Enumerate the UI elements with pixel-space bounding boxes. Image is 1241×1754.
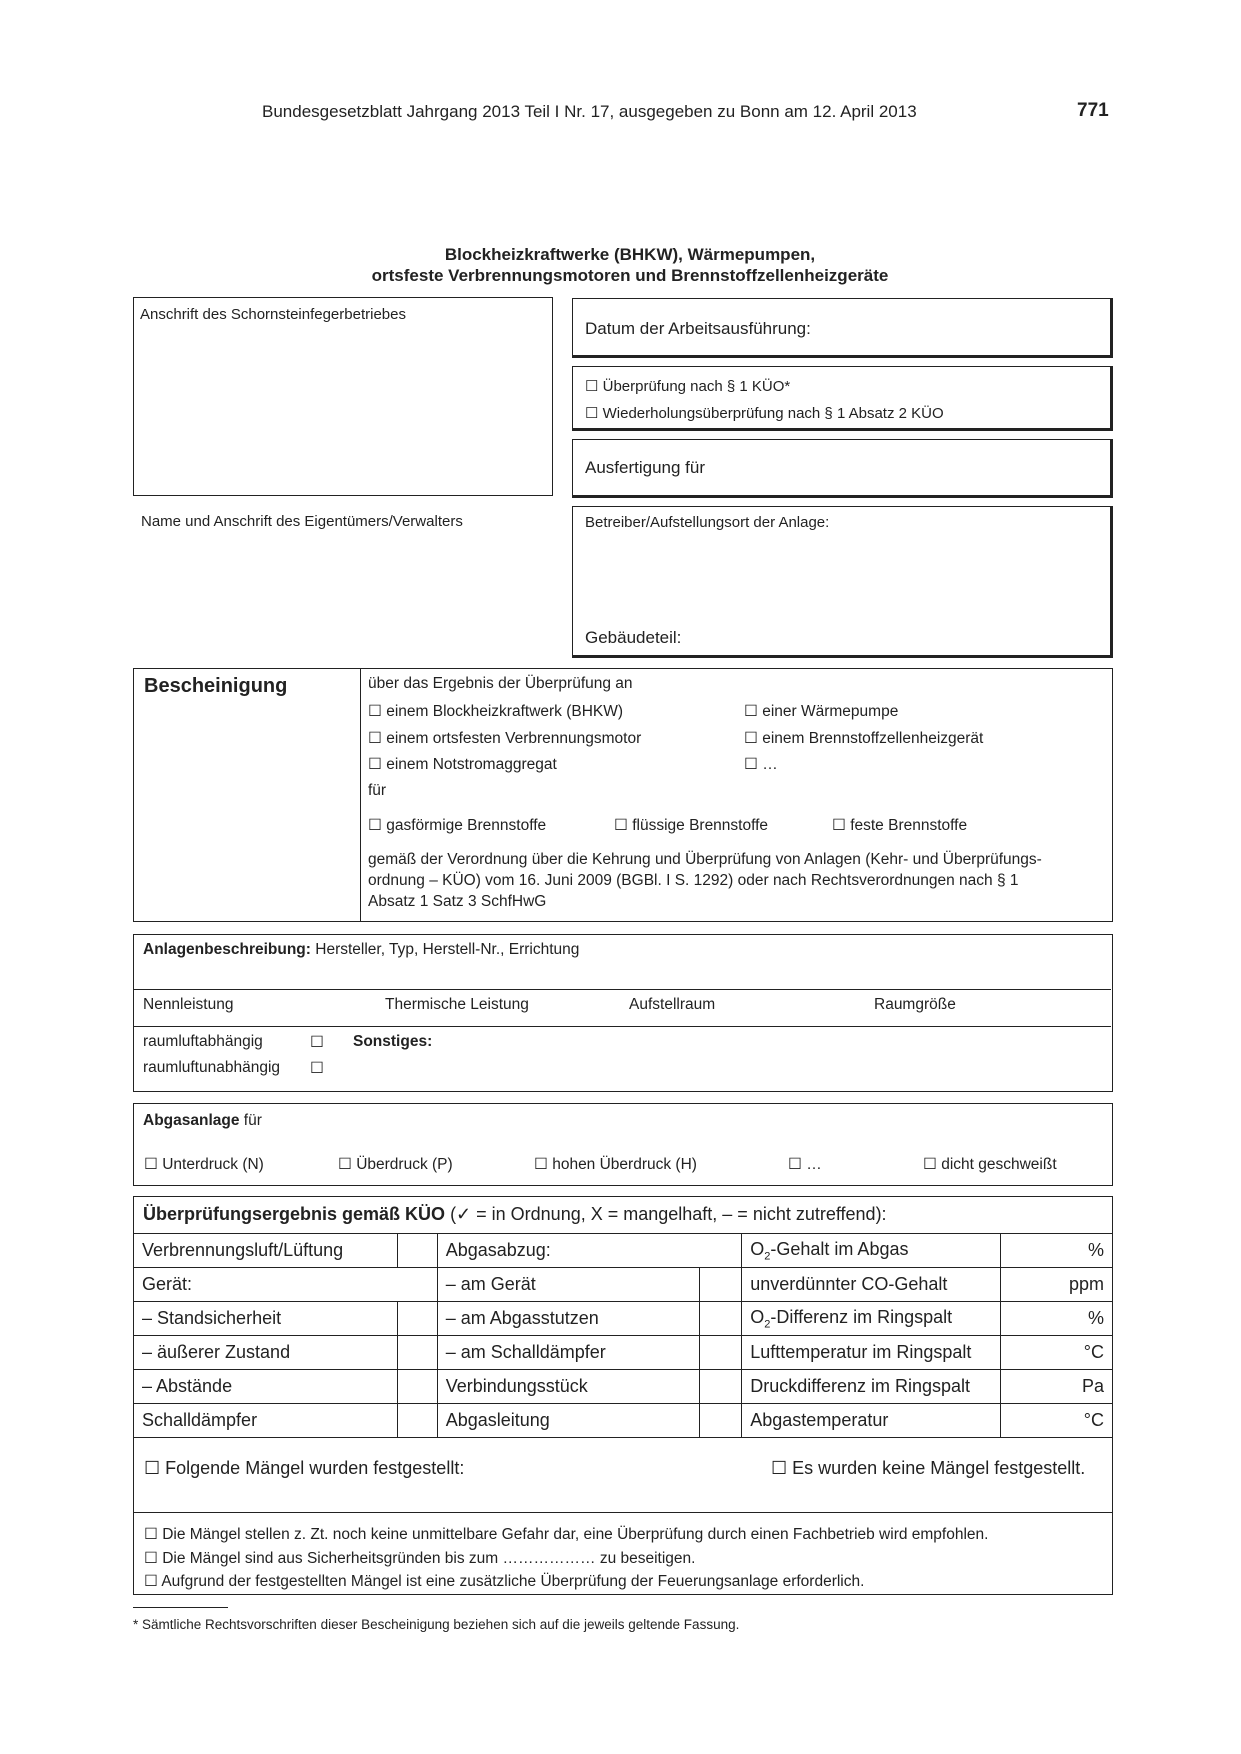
- room-air-independent-label: raumluftunabhängig: [143, 1059, 281, 1076]
- result-mark-left[interactable]: [397, 1234, 437, 1268]
- measurement-label-subscript: 2: [764, 1250, 771, 1263]
- checkbox-heat-pump[interactable]: ☐ einer Wärmepumpe: [744, 703, 899, 720]
- chimney-sweep-address-label: Anschrift des Schornsteinfegerbetriebes: [140, 306, 406, 323]
- checkbox-combustion-engine[interactable]: ☐ einem ortsfesten Verbrennungsmotor: [368, 730, 642, 747]
- result-item-left: Verbrennungsluft/Lüftung: [134, 1234, 398, 1268]
- legal-basis-line3: Absatz 1 Satz 3 SchfHwG: [368, 893, 547, 910]
- result-mark-left[interactable]: [397, 1370, 437, 1404]
- measurement-label-suffix: -Differenz im Ringspalt: [770, 1306, 953, 1327]
- result-row: [134, 1268, 1113, 1302]
- copy-for-label: Ausfertigung für: [585, 458, 706, 477]
- form-title-line2: ortsfeste Verbrennungsmotoren und Brennstoffzellenheizgeräte: [371, 266, 889, 285]
- result-item-left: – Abstände: [134, 1370, 398, 1404]
- plant-description-label: [143, 941, 579, 959]
- measurement-label: [742, 1234, 1001, 1268]
- result-mark-left[interactable]: [397, 1404, 437, 1438]
- measurement-unit[interactable]: °C: [1001, 1404, 1113, 1438]
- measurement-label: [742, 1336, 1001, 1370]
- result-mark-middle[interactable]: [700, 1268, 742, 1302]
- measurement-unit[interactable]: %: [1001, 1302, 1113, 1336]
- room-size-label: Raumgröße: [874, 996, 956, 1013]
- exhaust-system-label: [143, 1112, 262, 1130]
- checkbox-negative-pressure[interactable]: ☐ Unterdruck (N): [144, 1156, 264, 1173]
- result-item-left: Schalldämpfer: [134, 1404, 398, 1438]
- room-air-dependent-label: raumluftabhängig: [143, 1033, 263, 1050]
- closing-statements: [144, 1523, 988, 1594]
- result-item-left: – äußerer Zustand: [134, 1336, 398, 1370]
- checkbox-solid-fuels[interactable]: ☐ feste Brennstoffe: [832, 817, 968, 834]
- results-heading-legend: (✓ = in Ordnung, X = mangelhaft, – = nicht zutreffend):: [450, 1204, 887, 1224]
- form-title: [0, 244, 1241, 286]
- checkbox-fix-by-date[interactable]: ☐ Die Mängel sind aus Sicherheitsgründen bis zum ……………… zu beseitigen.: [144, 1549, 696, 1567]
- form-title-line1: Blockheizkraftwerke (BHKW), Wärmepumpen,: [444, 245, 816, 264]
- measurement-unit[interactable]: °C: [1001, 1336, 1113, 1370]
- installation-room-label: Aufstellraum: [629, 996, 716, 1013]
- checkbox-defects-found[interactable]: ☐ Folgende Mängel wurden festgestellt:: [144, 1458, 465, 1478]
- result-row: [134, 1404, 1113, 1438]
- footnote: * Sämtliche Rechtsvorschriften dieser Bescheinigung beziehen sich auf die jeweils geltende Fassung.: [133, 1617, 740, 1632]
- result-row: [134, 1302, 1113, 1336]
- measurement-label: [742, 1268, 1001, 1302]
- thermal-power-label: Thermische Leistung: [385, 996, 529, 1013]
- result-mark-middle[interactable]: [700, 1370, 742, 1404]
- result-mark-left[interactable]: [397, 1302, 437, 1336]
- measurement-label-text: O: [750, 1306, 765, 1327]
- checkbox-no-defects[interactable]: ☐ Es wurden keine Mängel festgestellt.: [771, 1458, 1086, 1478]
- copy-for-box[interactable]: [572, 439, 1113, 498]
- footnote-divider: [133, 1607, 228, 1608]
- page-number: 771: [1077, 100, 1109, 121]
- exhaust-system-box: [133, 1103, 1113, 1186]
- building-part-label: Gebäudeteil:: [585, 628, 682, 647]
- measurement-unit[interactable]: %: [1001, 1234, 1113, 1268]
- date-box[interactable]: [572, 298, 1113, 358]
- result-item-middle: Abgasleitung: [437, 1404, 700, 1438]
- checkbox-exhaust-other[interactable]: ☐ …: [788, 1156, 822, 1173]
- measurement-label-text: Abgastemperatur: [750, 1410, 889, 1430]
- measurement-unit[interactable]: ppm: [1001, 1268, 1113, 1302]
- result-row: [134, 1370, 1113, 1404]
- checkbox-welded-tight[interactable]: ☐ dicht geschweißt: [923, 1156, 1057, 1173]
- checkbox-inspection[interactable]: ☐ Überprüfung nach § 1 KÜO*: [585, 378, 791, 395]
- measurement-label: [742, 1370, 1001, 1404]
- exhaust-system-bold: Abgasanlage: [143, 1112, 240, 1129]
- measurement-label-text: Druckdifferenz im Ringspalt: [750, 1376, 971, 1396]
- result-item-middle: – am Schalldämpfer: [437, 1336, 700, 1370]
- owner-address-label: Name und Anschrift des Eigentümers/Verwalters: [141, 513, 463, 530]
- checkbox-liquid-fuels[interactable]: ☐ flüssige Brennstoffe: [614, 817, 769, 834]
- checkbox-other-plant[interactable]: ☐ …: [744, 756, 778, 773]
- legal-basis-line1: gemäß der Verordnung über die Kehrung und Überprüfung von Anlagen (Kehr- und Überprüfungs-: [368, 851, 1042, 868]
- result-mark-middle[interactable]: [700, 1336, 742, 1370]
- plant-description-box: [133, 934, 1113, 1092]
- checkbox-room-air-dependent[interactable]: ☐: [310, 1034, 324, 1051]
- measurement-label-text: O: [750, 1238, 765, 1259]
- result-mark-left[interactable]: [397, 1336, 437, 1370]
- measurement-label: [742, 1302, 1001, 1336]
- certificate-intro: über das Ergebnis der Überprüfung an: [368, 675, 633, 692]
- operator-label: Betreiber/Aufstellungsort der Anlage:: [585, 514, 830, 531]
- result-mark-middle[interactable]: [700, 1302, 742, 1336]
- plant-description-bold: Anlagenbeschreibung:: [143, 941, 311, 958]
- nominal-power-label: Nennleistung: [143, 996, 234, 1013]
- results-heading-bold: Überprüfungsergebnis gemäß KÜO: [143, 1204, 446, 1224]
- operator-box[interactable]: [572, 506, 1113, 658]
- checkbox-fuel-cell[interactable]: ☐ einem Brennstoffzellenheizgerät: [744, 730, 984, 747]
- checkbox-room-air-independent[interactable]: ☐: [310, 1060, 324, 1077]
- checkbox-gaseous-fuels[interactable]: ☐ gasförmige Brennstoffe: [368, 817, 547, 834]
- checkbox-positive-pressure[interactable]: ☐ Überdruck (P): [338, 1156, 453, 1173]
- certificate-heading: Bescheinigung: [144, 675, 288, 697]
- measurement-label-subscript: 2: [764, 1318, 771, 1331]
- result-item-middle: Verbindungsstück: [437, 1370, 700, 1404]
- measurement-label-text: Lufttemperatur im Ringspalt: [750, 1342, 972, 1362]
- chimney-sweep-address-box[interactable]: [133, 297, 553, 496]
- checkbox-bhkw[interactable]: ☐ einem Blockheizkraftwerk (BHKW): [368, 703, 624, 720]
- plant-description-rest: Hersteller, Typ, Herstell-Nr., Errichtung: [315, 941, 580, 958]
- result-row: [134, 1234, 1113, 1268]
- measurement-label-text: unverdünnter CO-Gehalt: [750, 1274, 948, 1294]
- checkbox-emergency-generator[interactable]: ☐ einem Notstromaggregat: [368, 756, 557, 773]
- checkbox-additional-inspection[interactable]: ☐ Aufgrund der festgestellten Mängel ist eine zusätzliche Überprüfung der Feuerungsanlage erforderlich.: [144, 1573, 865, 1590]
- checkbox-high-positive-pressure[interactable]: ☐ hohen Überdruck (H): [534, 1156, 697, 1173]
- result-item-left: Gerät:: [134, 1268, 438, 1302]
- checkbox-no-immediate-danger[interactable]: ☐ Die Mängel stellen z. Zt. noch keine unmittelbare Gefahr dar, eine Überprüfung durch einen Fachbetrieb wird empfohlen.: [144, 1526, 989, 1543]
- publication-header: Bundesgesetzblatt Jahrgang 2013 Teil I Nr. 17, ausgegeben zu Bonn am 12. April 2013: [262, 102, 917, 121]
- result-item-middle: – am Gerät: [437, 1268, 700, 1302]
- result-item-left: – Standsicherheit: [134, 1302, 398, 1336]
- for-label: für: [368, 782, 387, 799]
- other-label: Sonstiges:: [353, 1033, 433, 1050]
- exhaust-system-rest: für: [243, 1112, 262, 1129]
- measurement-unit[interactable]: Pa: [1001, 1370, 1113, 1404]
- measurement-label-suffix: -Gehalt im Abgas: [770, 1238, 909, 1259]
- result-mark-middle[interactable]: [700, 1404, 742, 1438]
- legal-basis-line2: ordnung – KÜO) vom 16. Juni 2009 (BGBl. I S. 1292) oder nach Rechtsverordnungen nach § 1: [368, 872, 1019, 889]
- results-heading: [143, 1204, 887, 1225]
- result-item-middle: – am Abgasstutzen: [437, 1302, 700, 1336]
- results-table: [133, 1233, 1113, 1438]
- date-label: Datum der Arbeitsausführung:: [585, 319, 811, 338]
- result-item-middle: Abgasabzug:: [437, 1234, 742, 1268]
- certificate-box: [133, 668, 1113, 922]
- result-row: [134, 1336, 1113, 1370]
- checkbox-repeat-inspection[interactable]: ☐ Wiederholungsüberprüfung nach § 1 Absatz 2 KÜO: [585, 405, 944, 422]
- inspection-type-box: [572, 366, 1113, 431]
- measurement-label: [742, 1404, 1001, 1438]
